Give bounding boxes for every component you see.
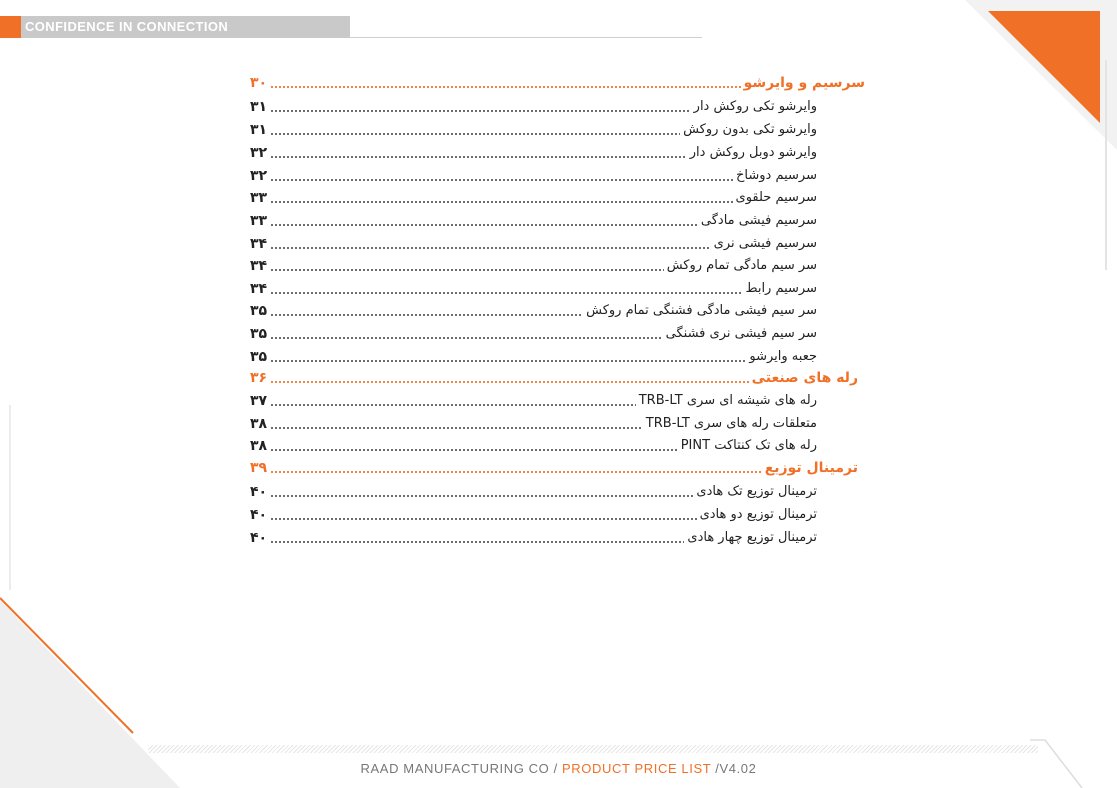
- toc-entry-title: وایرشو تکی بدون روکش: [683, 122, 817, 137]
- toc-item-row: [250, 436, 817, 456]
- toc-page-number: ۳۳: [250, 213, 268, 229]
- footer-company: RAAD MANUFACTURING CO /: [360, 761, 558, 776]
- toc-page-number: ۳۴: [250, 281, 268, 297]
- toc-leader-dots: [270, 301, 583, 321]
- toc-item-row: [250, 234, 817, 254]
- toc-page-number: ۳۵: [250, 326, 268, 342]
- toc-entry-title: رله های صنعتی: [751, 370, 858, 386]
- toc-leader-dots: [270, 368, 749, 388]
- toc-page-number: ۳۵: [250, 303, 268, 319]
- toc-leader-dots: [270, 458, 762, 478]
- toc-leader-dots: [270, 211, 698, 231]
- toc-page-number: ۳۸: [250, 416, 268, 432]
- toc-entry-title: سرسیم حلقوی: [735, 190, 817, 205]
- toc-entry-title: وایرشو تکی روکش دار: [693, 99, 817, 114]
- toc-leader-dots: [270, 414, 643, 434]
- toc-page-number: ۳۴: [250, 236, 268, 252]
- toc-entry-title: سرسیم و وایرشو: [743, 75, 865, 91]
- toc-page-number: ۳۱: [250, 99, 268, 115]
- toc-item-row: [250, 324, 817, 344]
- toc-page-number: ۳۱: [250, 122, 268, 138]
- toc-leader-dots: [270, 436, 678, 456]
- toc-leader-dots: [270, 166, 733, 186]
- toc-item-row: [250, 505, 817, 525]
- toc-leader-dots: [270, 256, 664, 276]
- toc-page-number: ۴۰: [250, 507, 268, 523]
- toc-item-row: [250, 301, 817, 321]
- toc-entry-title: ترمینال توزیع چهار هادی: [687, 530, 817, 545]
- toc-entry-title: سرسیم فیشی نری: [713, 236, 817, 251]
- toc-item-row: [250, 97, 817, 117]
- toc-item-row: [250, 528, 817, 548]
- footer-version: /V4.02: [715, 761, 757, 776]
- toc-item-row: [250, 166, 817, 186]
- toc-item-row: [250, 391, 817, 411]
- toc-entry-title: جعبه وایرشو: [749, 349, 817, 364]
- toc-section-row: [250, 458, 858, 478]
- toc-item-row: [250, 256, 817, 276]
- toc-page-number: ۳۶: [250, 370, 268, 386]
- toc-item-row: [250, 143, 817, 163]
- toc-entry-title: سر سیم مادگی تمام روکش: [666, 258, 817, 273]
- toc-entry-title: رله های شیشه ای سری TRB-LT: [638, 393, 817, 408]
- toc-entry-title: سر سیم فیشی مادگی فشنگی تمام روکش: [586, 303, 817, 318]
- toc-leader-dots: [270, 120, 680, 140]
- toc-item-row: [250, 211, 817, 231]
- toc-section-row: [250, 368, 858, 388]
- toc-page-number: ۳۳: [250, 190, 268, 206]
- toc-entry-title: ترمینال توزیع دو هادی: [699, 507, 817, 522]
- toc-item-row: [250, 482, 817, 502]
- footer-doc-title: PRODUCT PRICE LIST: [562, 761, 712, 776]
- toc-leader-dots: [270, 391, 636, 411]
- toc-leader-dots: [270, 279, 742, 299]
- toc-leader-dots: [270, 505, 697, 525]
- toc-leader-dots: [270, 324, 663, 344]
- toc-page-number: ۴۰: [250, 530, 268, 546]
- toc-item-row: [250, 347, 817, 367]
- toc-entry-title: ترمینال توزیع تک هادی: [696, 484, 817, 499]
- toc-page-number: ۳۲: [250, 168, 268, 184]
- toc-item-row: [250, 279, 817, 299]
- toc-page-number: ۳۲: [250, 145, 268, 161]
- toc-item-row: [250, 188, 817, 208]
- toc-page-number: ۳۵: [250, 349, 268, 365]
- toc-leader-dots: [270, 482, 693, 502]
- header-tagline: CONFIDENCE IN CONNECTION: [25, 19, 229, 34]
- toc-item-row: [250, 414, 817, 434]
- toc-page-number: ۳۰: [250, 75, 268, 91]
- toc-entry-title: سرسیم رابط: [745, 281, 817, 296]
- toc-item-row: [250, 120, 817, 140]
- toc-entry-title: ترمینال توزیع: [764, 460, 858, 476]
- toc-entry-title: رله های تک کنتاکت PINT: [680, 438, 817, 453]
- toc-page-number: ۳۹: [250, 460, 268, 476]
- toc-leader-dots: [270, 234, 711, 254]
- toc-page-number: ۳۷: [250, 393, 268, 409]
- toc-page-number: ۳۴: [250, 258, 268, 274]
- toc-leader-dots: [270, 188, 732, 208]
- toc-section-row: [250, 73, 865, 93]
- footer: [0, 761, 1117, 776]
- toc-entry-title: سرسیم دوشاخ: [736, 168, 817, 183]
- toc-leader-dots: [270, 347, 746, 367]
- toc-entry-title: سر سیم فیشی نری فشنگی: [665, 326, 817, 341]
- toc-entry-title: سرسیم فیشی مادگی: [700, 213, 817, 228]
- toc-leader-dots: [270, 528, 684, 548]
- toc-leader-dots: [270, 143, 687, 163]
- footer-hatched-band: [148, 745, 1038, 753]
- toc-entry-title: وایرشو دوبل روکش دار: [689, 145, 817, 160]
- toc-entry-title: متعلقات رله های سری TRB-LT: [645, 416, 817, 431]
- toc-leader-dots: [270, 73, 741, 93]
- toc-leader-dots: [270, 97, 691, 117]
- toc-page-number: ۴۰: [250, 484, 268, 500]
- toc-page-number: ۳۸: [250, 438, 268, 454]
